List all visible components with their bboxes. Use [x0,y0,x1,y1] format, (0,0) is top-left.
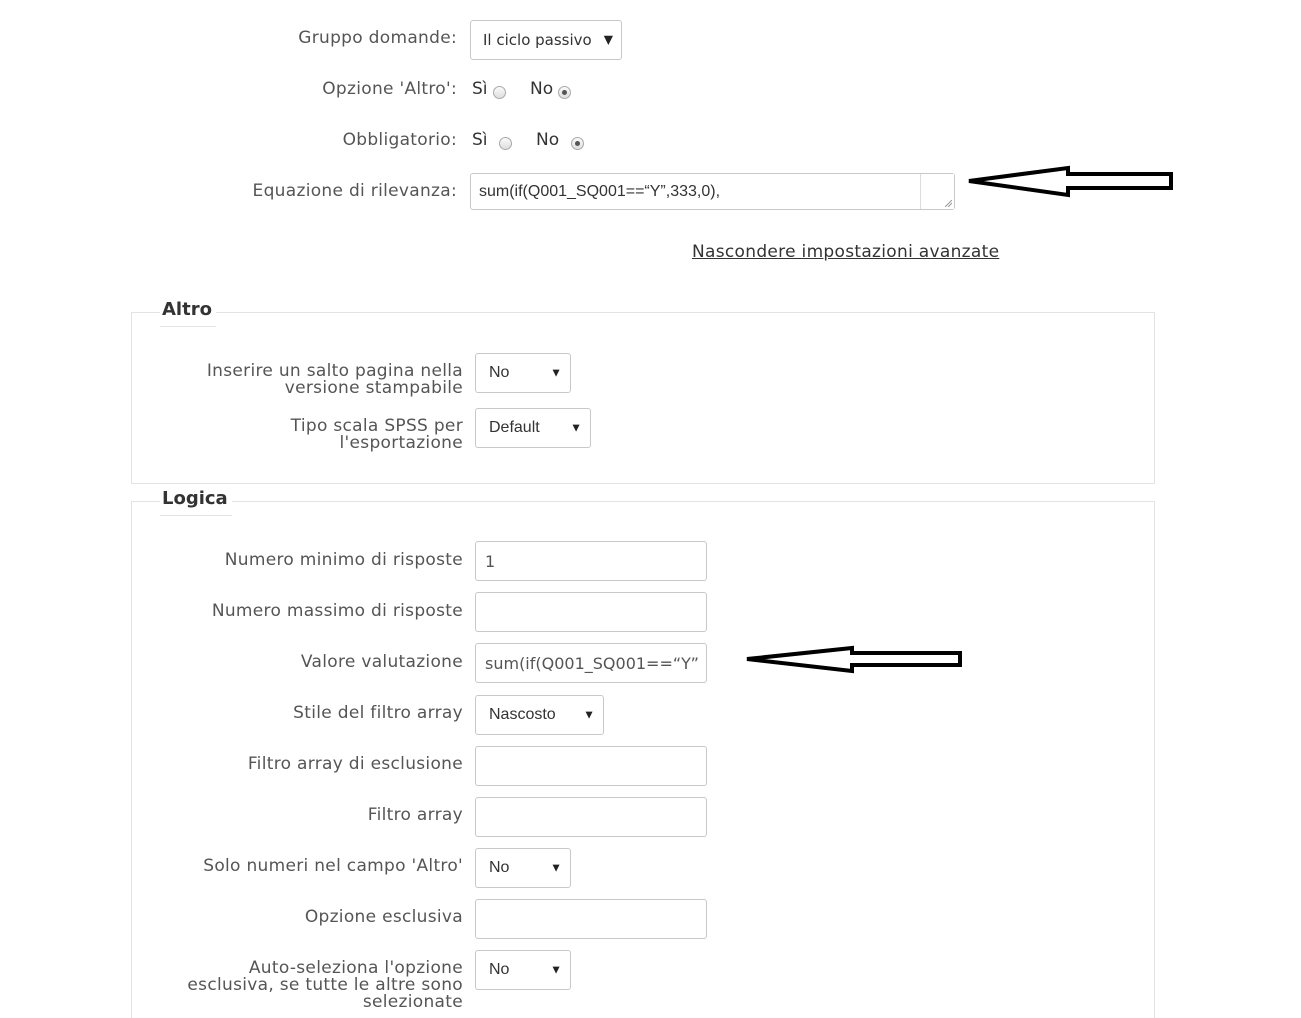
arrow-left-icon [744,645,964,673]
question-group-label: Gruppo domande: [298,28,457,48]
spss-scale-label-line2: l'esportazione [339,433,463,453]
autoselect-exclusive-select[interactable] [475,950,571,990]
other-no-label: No [530,79,554,99]
page-break-label-line2: versione stampabile [284,378,463,398]
assessment-value-input[interactable] [475,643,707,683]
array-filter-style-value: Nascosto [489,706,556,723]
mandatory-no-radio[interactable] [571,137,584,150]
question-group-select[interactable] [470,20,622,60]
other-yes-label: Sì [472,79,488,99]
max-answers-input[interactable] [475,592,707,632]
chevron-down-icon: ▼ [603,32,613,47]
autoselect-exclusive-value: No [489,961,510,978]
chevron-down-icon: ▼ [583,707,595,722]
relevance-equation-value: sum(if(Q001_SQ001==“Y”,333,0), [479,182,721,200]
arrow-left-icon [966,165,1176,197]
fieldset-altro [131,312,1155,484]
page-break-label-line1: Inserire un salto pagina nella [206,361,463,381]
spss-scale-label [150,418,463,452]
question-group-value: Il ciclo passivo [483,31,592,49]
resize-grip-icon[interactable] [945,200,952,207]
assessment-value-label: Valore valutazione [300,652,463,672]
fieldset-logica-legend: Logica [160,488,232,516]
numbers-only-other-select[interactable] [475,848,571,888]
page-break-value: No [489,364,510,381]
spss-scale-value: Default [489,419,540,436]
array-filter-input[interactable] [475,797,707,837]
mandatory-label: Obbligatorio: [342,130,457,150]
mandatory-yes-radio[interactable] [499,137,512,150]
exclusive-option-label: Opzione esclusiva [304,907,463,927]
numbers-only-other-label: Solo numeri nel campo 'Altro' [203,856,463,876]
autoselect-label-line3: selezionate [362,992,463,1012]
relevance-equation-label: Equazione di rilevanza: [252,181,457,201]
array-filter-exclusion-label: Filtro array di esclusione [247,754,463,774]
mandatory-no-label: No [536,130,560,150]
assessment-value-text: sum(if(Q001_SQ001==“Y” [485,653,699,673]
page-break-select[interactable] [475,353,571,393]
chevron-down-icon: ▼ [550,365,562,380]
hide-advanced-settings-link[interactable]: Nascondere impostazioni avanzate [692,242,1000,262]
array-filter-style-select[interactable] [475,695,604,735]
array-filter-exclusion-input[interactable] [475,746,707,786]
min-answers-input[interactable] [475,541,707,581]
numbers-only-other-value: No [489,859,510,876]
min-answers-label: Numero minimo di risposte [224,550,463,570]
other-no-radio[interactable] [558,86,571,99]
spss-scale-label-line1: Tipo scala SPSS per [290,416,463,436]
mandatory-yes-label: Sì [472,130,488,150]
other-option-label: Opzione 'Altro': [322,79,457,99]
autoselect-exclusive-label [150,960,463,1011]
array-filter-style-label: Stile del filtro array [293,703,463,723]
autoselect-label-line2: esclusiva, se tutte le altre sono [187,975,463,995]
fieldset-altro-legend: Altro [160,299,216,327]
chevron-down-icon: ▼ [550,962,562,977]
chevron-down-icon: ▼ [550,860,562,875]
other-yes-radio[interactable] [493,86,506,99]
max-answers-label: Numero massimo di risposte [211,601,463,621]
relevance-equation-textarea[interactable] [470,173,955,210]
autoselect-label-line1: Auto-seleziona l'opzione [248,958,463,978]
min-answers-value: 1 [485,551,496,571]
array-filter-label: Filtro array [367,805,463,825]
exclusive-option-input[interactable] [475,899,707,939]
chevron-down-icon: ▼ [570,420,582,435]
page-break-label [150,363,463,397]
spss-scale-select[interactable] [475,408,591,448]
